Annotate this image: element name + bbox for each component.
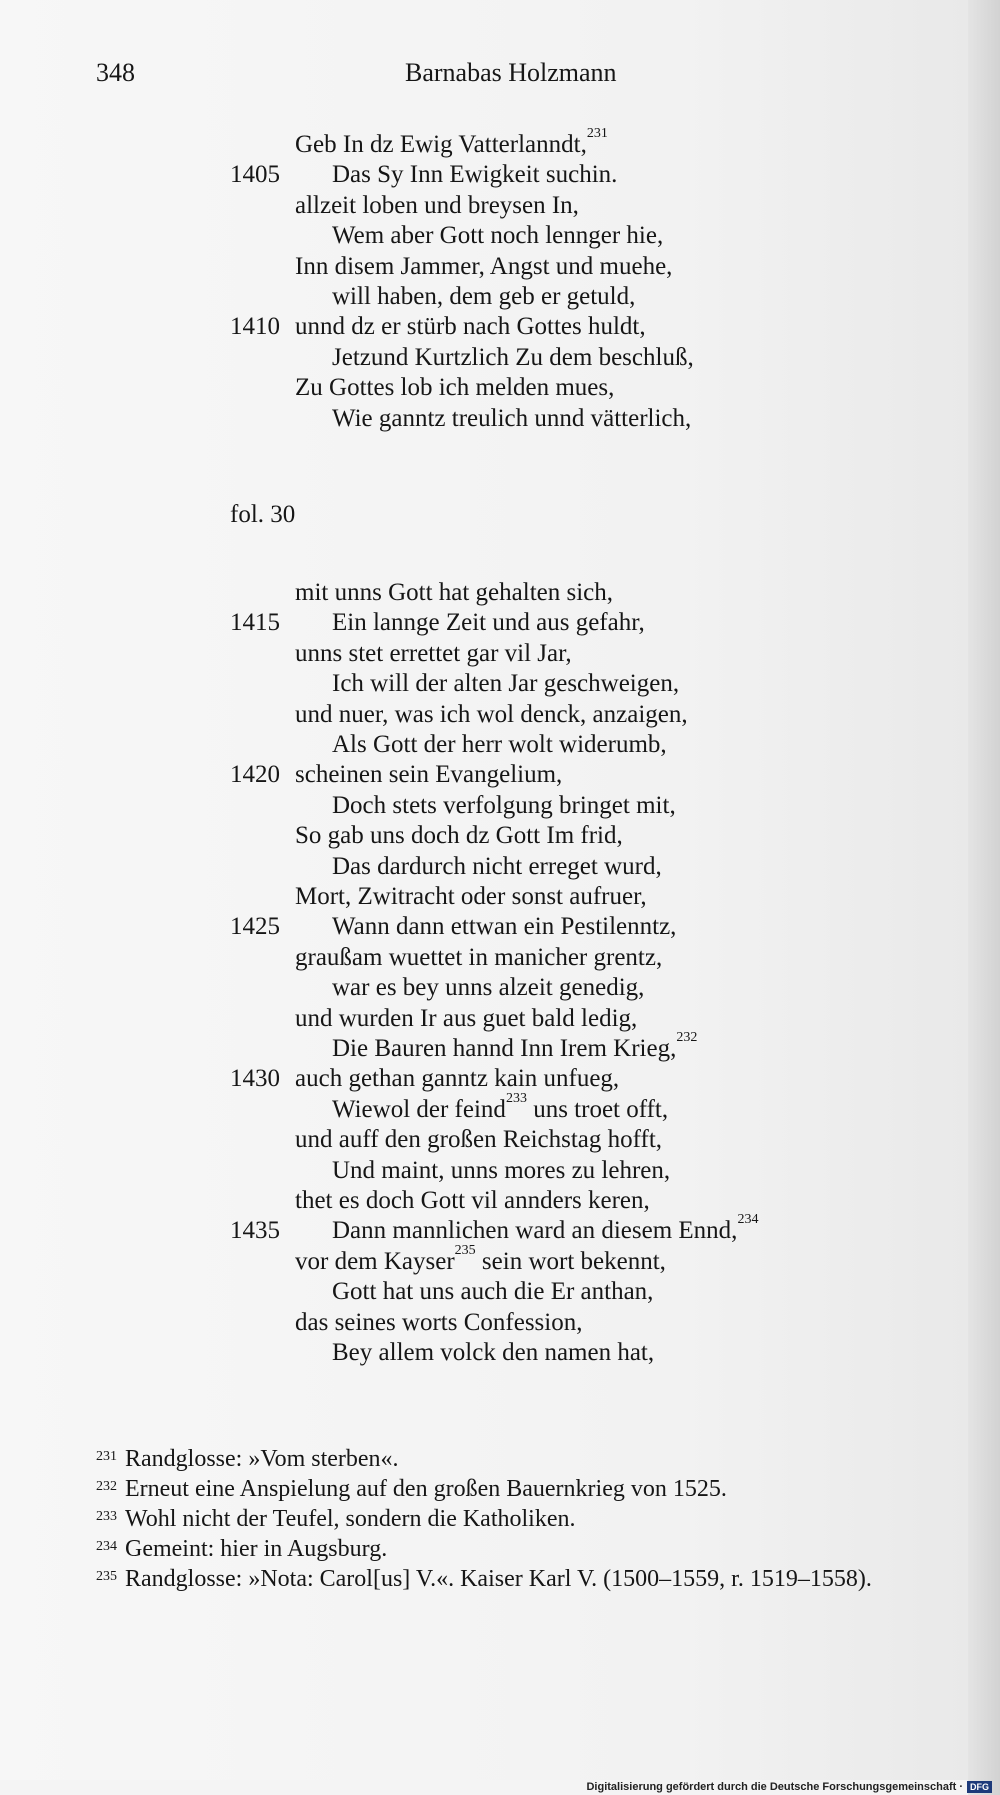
line-number: 1410 xyxy=(230,313,280,341)
verse-text-span: Mort, Zwitracht oder sonst aufruer, xyxy=(295,883,647,910)
verse-text-span: graußam wuettet in manicher grentz, xyxy=(295,943,663,971)
page-number: 348 xyxy=(96,58,135,87)
verse-line xyxy=(295,700,688,730)
verse-line xyxy=(295,1186,650,1216)
line-number: 1415 xyxy=(230,609,280,637)
verse-line xyxy=(295,882,647,912)
verse-text-span: und wurden Ir aus guet bald ledig, xyxy=(295,1004,638,1032)
verse-text-span: Geb In dz Ewig Vatterlanndt, xyxy=(295,131,587,158)
footnote-ref: 234 xyxy=(737,1212,759,1228)
verse-text-span: allzeit loben und breysen In, xyxy=(295,191,579,219)
verse-line xyxy=(295,639,572,669)
verse-line xyxy=(295,1308,582,1338)
line-number: 1435 xyxy=(230,1217,280,1245)
verse-text-span: Wem aber Gott noch lennger hie, xyxy=(332,222,664,250)
footnote-text: Gemeint: hier in Augsburg. xyxy=(125,1536,388,1562)
verse-line xyxy=(332,730,667,760)
verse-line xyxy=(332,1156,670,1186)
verse-line xyxy=(332,160,617,190)
footnote xyxy=(96,1474,727,1504)
running-title: Barnabas Holzmann xyxy=(405,58,617,87)
verse-text-span: unnd dz er stürb nach Gottes huldt, xyxy=(295,313,646,341)
verse-text-span: war es bey unns alzeit genedig, xyxy=(332,974,645,1002)
verse-text-span: Das Sy Inn Ewigkeit suchin. xyxy=(332,161,618,189)
verse-line xyxy=(332,791,676,821)
line-number: 1425 xyxy=(230,913,280,941)
line-number: 1420 xyxy=(230,761,280,789)
footnote xyxy=(96,1444,399,1474)
verse-line xyxy=(332,343,694,373)
verse-text-span: Bey allem volck den namen hat, xyxy=(332,1339,655,1366)
verse-text-span: Und maint, unns mores zu lehren, xyxy=(332,1156,671,1184)
verse-line xyxy=(295,312,646,342)
verse-text-span: Gott hat uns auch die Er anthan, xyxy=(332,1278,654,1306)
dfg-logo: DFG xyxy=(967,1781,992,1793)
verse-line xyxy=(295,1064,619,1094)
line-number: 1430 xyxy=(230,1065,280,1093)
verse-text-span: Die Bauren hannd Inn Irem Krieg, xyxy=(332,1035,677,1062)
verse-line xyxy=(295,760,562,790)
verse-line xyxy=(295,252,672,282)
footnote-text: Erneut eine Anspielung auf den großen Bauernkrieg von 1525. xyxy=(125,1476,727,1502)
credit-text: Digitalisierung gefördert durch die Deutsche Forschungsgemeinschaft · xyxy=(586,1781,963,1793)
footnote-number: 235 xyxy=(96,1569,117,1584)
verse-text-span: unns stet errettet gar vil Jar, xyxy=(295,639,572,667)
verse-text-span: das seines worts Confession, xyxy=(295,1308,583,1336)
footnote xyxy=(96,1564,956,1594)
verse-text-span: vor dem Kayser xyxy=(295,1247,455,1275)
verse-text-tail: uns troet offt, xyxy=(526,1095,669,1123)
verse-text-span: Dann mannlichen ward an diesem Ennd, xyxy=(332,1217,738,1245)
page-edge xyxy=(968,0,1000,1795)
verse-text-span: Als Gott der herr wolt widerumb, xyxy=(332,731,667,758)
verse-line xyxy=(295,821,623,851)
verse-text-span: Das dardurch nicht erreget wurd, xyxy=(332,852,662,880)
verse-line xyxy=(295,1242,666,1277)
digitization-credit xyxy=(586,1781,992,1793)
footnote-text: Randglosse: »Nota: Carol[us] V.«. Kaiser Karl V. (1500–1559, r. 1519–1558). xyxy=(125,1566,872,1592)
footnote-ref: 235 xyxy=(454,1242,476,1258)
footnote-text: Wohl nicht der Teufel, sondern die Katholiken. xyxy=(125,1506,576,1532)
footnote-text: Randglosse: »Vom sterben«. xyxy=(125,1446,399,1472)
footnote-number: 232 xyxy=(96,1479,117,1494)
folio-marker: fol. 30 xyxy=(230,501,296,528)
verse-text-span: Doch stets verfolgung bringet mit, xyxy=(332,791,676,819)
footnote-ref: 231 xyxy=(586,126,608,141)
footnote xyxy=(96,1534,387,1564)
footnote-number: 233 xyxy=(96,1509,117,1524)
verse-line xyxy=(332,669,679,699)
footnote-number: 231 xyxy=(96,1449,117,1464)
verse-text-span: will haben, dem geb er getuld, xyxy=(332,283,636,310)
verse-line xyxy=(295,191,579,221)
verse-text-span: mit unns Gott hat gehalten sich, xyxy=(295,579,614,606)
verse-line xyxy=(295,373,614,403)
footnote-number: 234 xyxy=(96,1539,117,1554)
verse-line xyxy=(295,1004,637,1034)
verse-line xyxy=(332,282,635,312)
verse-line xyxy=(332,404,691,434)
verse-text-tail: sein wort bekennt, xyxy=(475,1247,666,1275)
verse-line xyxy=(332,912,676,942)
verse-line xyxy=(332,1212,759,1246)
verse-text-span: Zu Gottes lob ich melden mues, xyxy=(295,374,615,402)
verse-line xyxy=(332,1277,653,1307)
verse-line xyxy=(332,852,662,882)
verse-line xyxy=(332,1090,669,1125)
footnote-ref: 233 xyxy=(505,1090,527,1106)
verse-line xyxy=(332,973,644,1003)
footnote-ref: 232 xyxy=(676,1030,698,1045)
verse-line xyxy=(295,126,608,160)
verse-line xyxy=(332,221,663,251)
verse-text-span: und auff den großen Reichstag hofft, xyxy=(295,1126,663,1154)
verse-line xyxy=(295,943,662,973)
verse-text-span: scheinen sein Evangelium, xyxy=(295,761,563,789)
line-number: 1405 xyxy=(230,161,280,189)
verse-line xyxy=(332,1338,654,1368)
verse-text-span: Wie ganntz treulich unnd vätterlich, xyxy=(332,404,692,432)
verse-text-span: Inn disem Jammer, Angst und muehe, xyxy=(295,252,673,280)
verse-text-span: Wann dann ettwan ein Pestilenntz, xyxy=(332,913,677,941)
verse-line xyxy=(332,608,645,638)
verse-line xyxy=(295,578,613,608)
verse-text-span: Jetzund Kurtzlich Zu dem beschluß, xyxy=(332,343,694,371)
footnote xyxy=(96,1504,576,1534)
verse-text-span: thet es doch Gott vil annders keren, xyxy=(295,1187,650,1214)
verse-text-span: auch gethan ganntz kain unfueg, xyxy=(295,1065,620,1093)
verse-text-span: So gab uns doch dz Gott Im frid, xyxy=(295,822,623,850)
verse-line xyxy=(295,1125,662,1155)
verse-text-span: Ich will der alten Jar geschweigen, xyxy=(332,670,680,698)
verse-line xyxy=(332,1030,698,1064)
verse-text-span: Wiewol der feind xyxy=(332,1095,506,1123)
verse-text-span: und nuer, was ich wol denck, anzaigen, xyxy=(295,700,688,728)
verse-text-span: Ein lannge Zeit und aus gefahr, xyxy=(332,609,645,637)
